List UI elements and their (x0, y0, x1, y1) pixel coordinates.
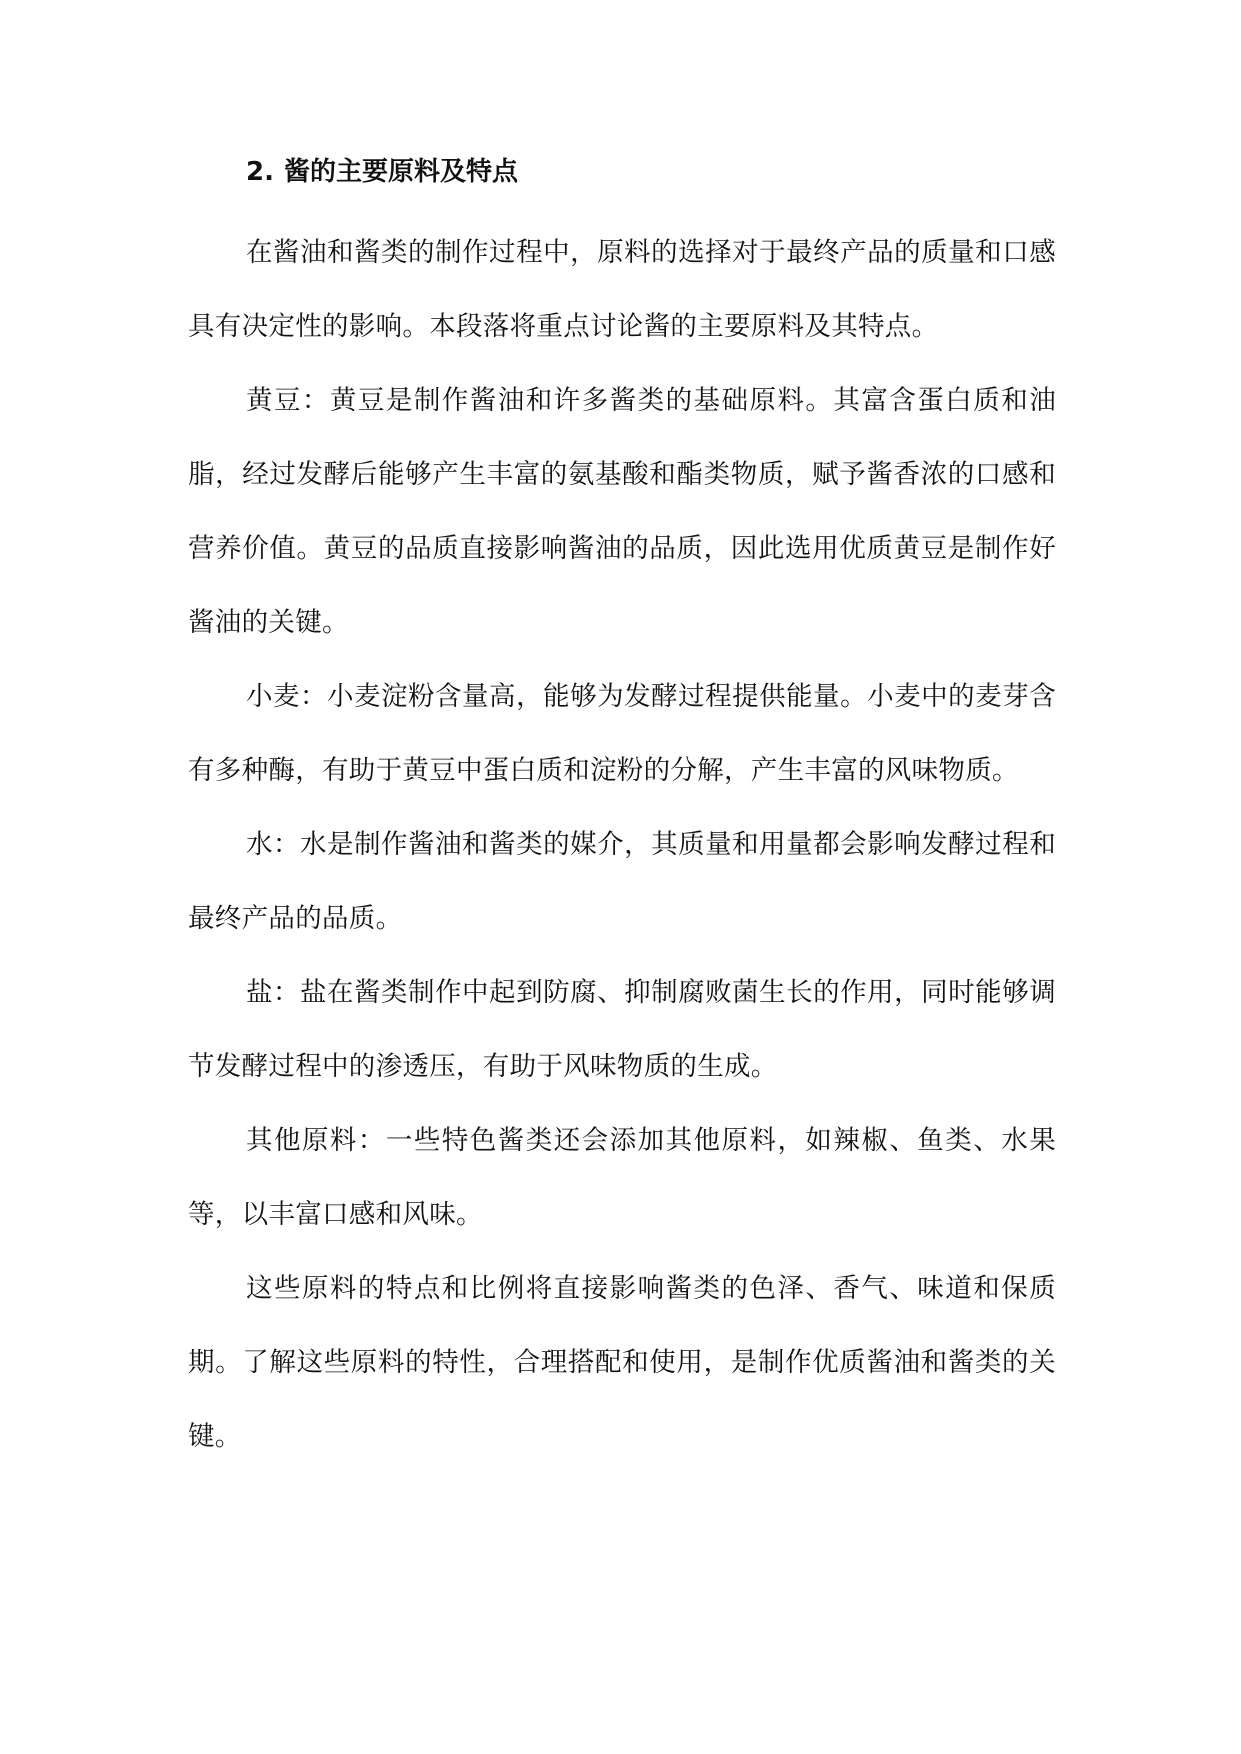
wheat-paragraph: 小麦：小麦淀粉含量高，能够为发酵过程提供能量。小麦中的麦芽含有多种酶，有助于黄豆中蛋白质和淀粉的分解，产生丰富的风味物质。 (188, 681, 1056, 786)
salt-paragraph: 盐：盐在酱类制作中起到防腐、抑制腐败菌生长的作用，同时能够调节发酵过程中的渗透压，有助于风味物质的生成。 (188, 977, 1056, 1082)
other-ingredients-paragraph: 其他原料：一些特色酱类还会添加其他原料，如辣椒、鱼类、水果等，以丰富口感和风味。 (188, 1125, 1056, 1230)
water-paragraph: 水：水是制作酱油和酱类的媒介，其质量和用量都会影响发酵过程和最终产品的品质。 (188, 829, 1056, 934)
section-title: 酱的主要原料及特点 (283, 157, 518, 187)
section-number: 2. (246, 157, 274, 187)
soybean-paragraph: 黄豆：黄豆是制作酱油和许多酱类的基础原料。其富含蛋白质和油脂，经过发酵后能够产生丰富的氨基酸和酯类物质，赋予酱香浓的口感和营养价值。黄豆的品质直接影响酱油的品质，因此选用优质黄豆是制作好酱油的关键。 (188, 385, 1056, 638)
section-heading (188, 142, 1056, 202)
document-page (188, 142, 1056, 1474)
conclusion-paragraph: 这些原料的特点和比例将直接影响酱类的色泽、香气、味道和保质期。了解这些原料的特性，合理搭配和使用，是制作优质酱油和酱类的关键。 (188, 1273, 1056, 1452)
intro-paragraph: 在酱油和酱类的制作过程中，原料的选择对于最终产品的质量和口感具有决定性的影响。本段落将重点讨论酱的主要原料及其特点。 (188, 237, 1056, 342)
